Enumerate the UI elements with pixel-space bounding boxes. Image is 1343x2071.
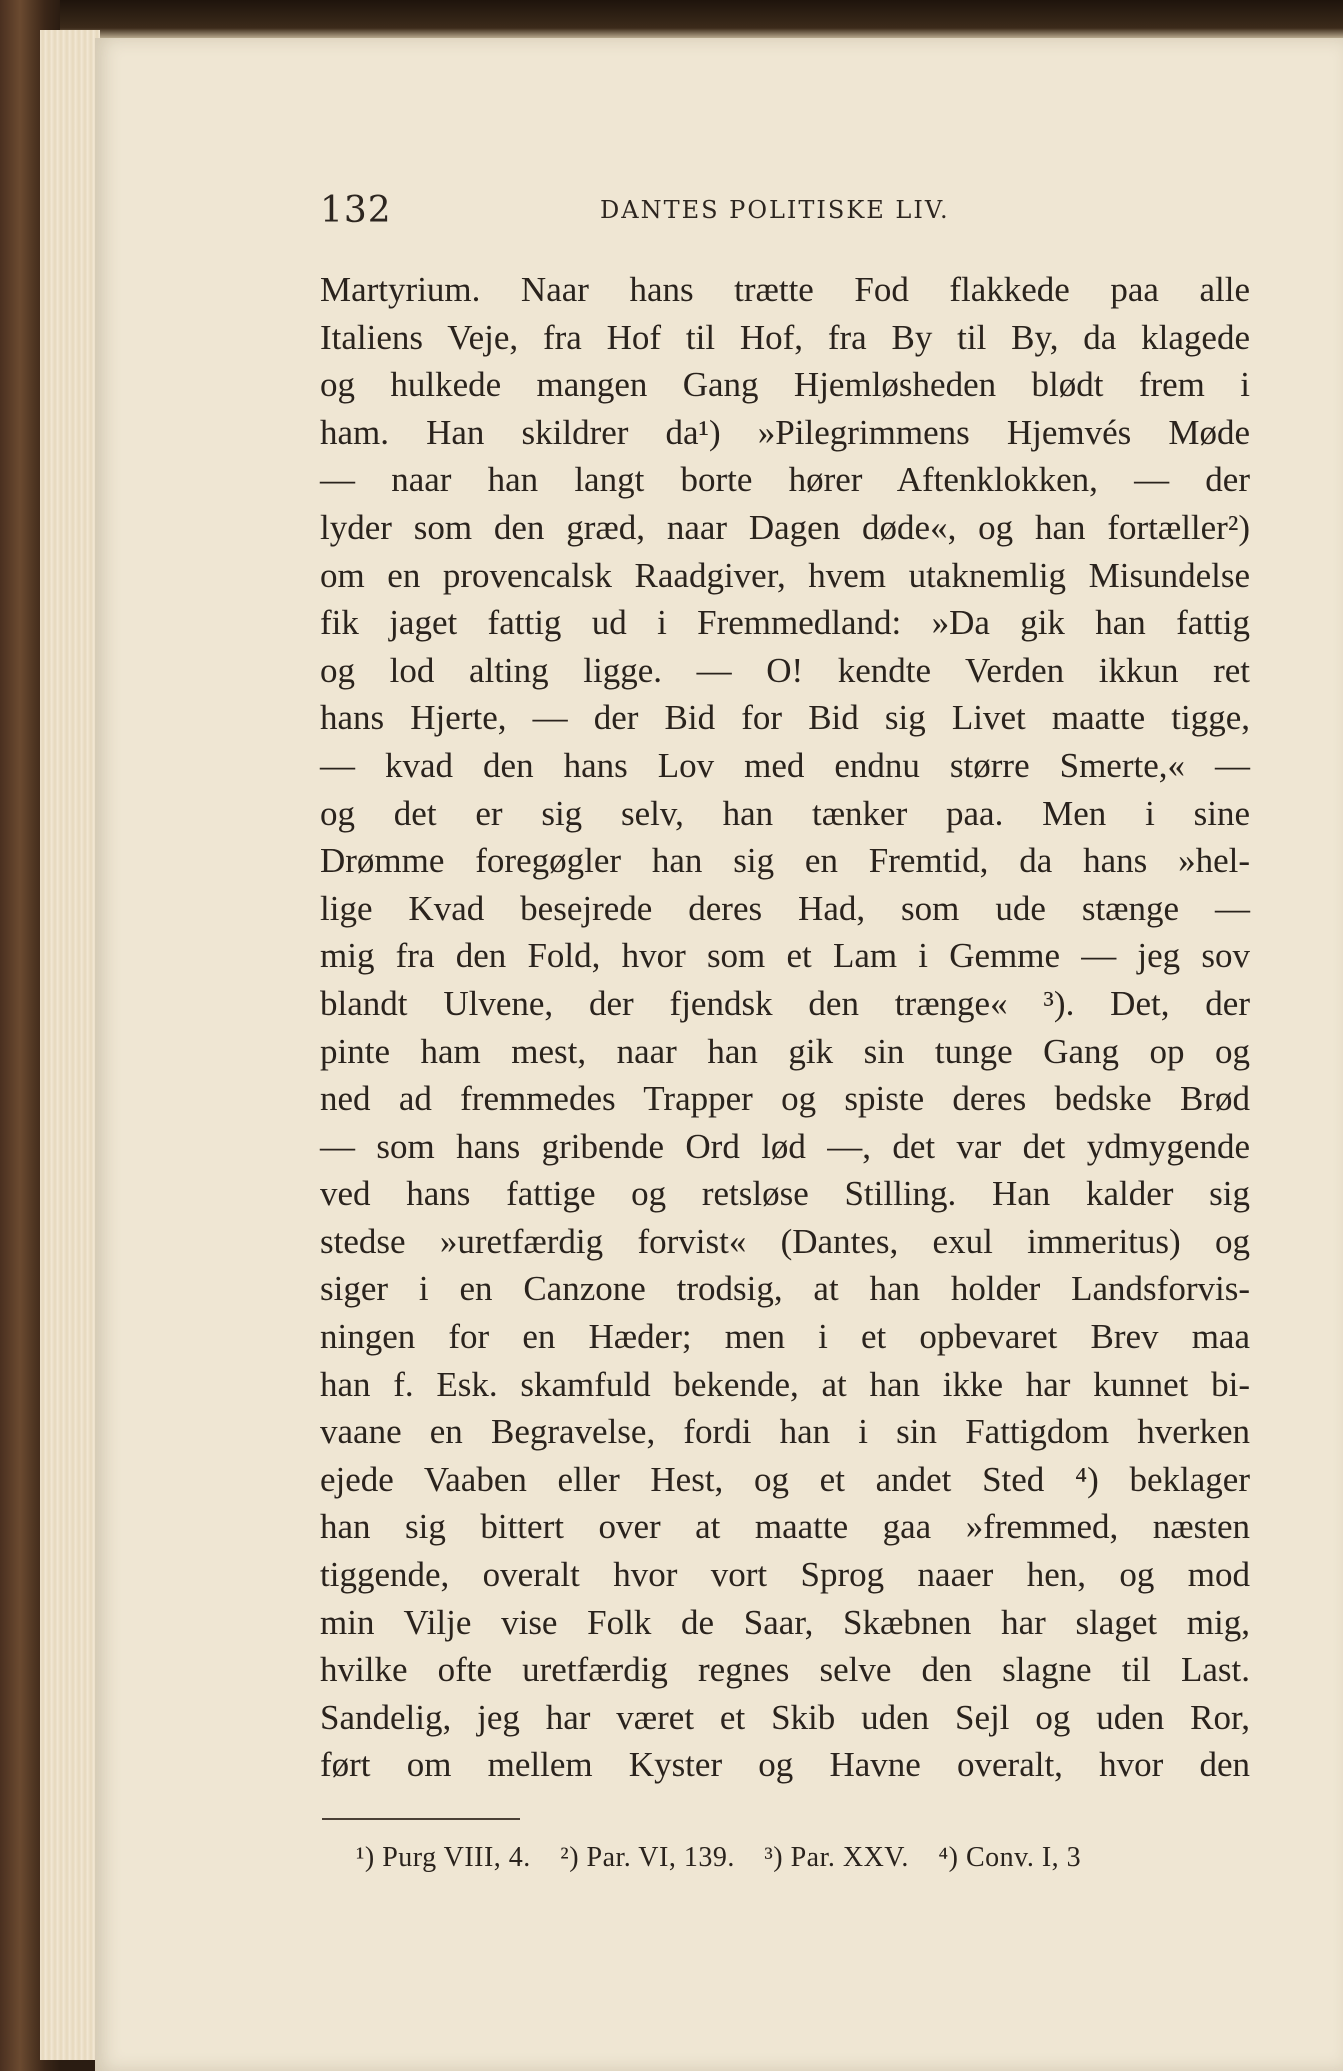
text-line: — kvad den hans Lov med endnu større Smerte,« — [320, 745, 1250, 785]
text-line: — naar han langt borte hører Aftenklokken, — der [320, 460, 1250, 500]
book-top-edge [60, 0, 1343, 40]
text-line: — som hans gribende Ord lød —, det var det ydmygende [320, 1126, 1250, 1166]
text-line: om en provencalsk Raadgiver, hvem utaknemlig Misundelse [320, 555, 1250, 595]
text-line: vaane en Begravelse, fordi han i sin Fattigdom hverken [320, 1412, 1250, 1452]
footnote-3: ³) Par. XXV. [764, 1842, 909, 1873]
text-line: mig fra den Fold, hvor som et Lam i Gemme — jeg sov [320, 936, 1250, 976]
text-line: lyder som den græd, naar Dagen døde«, og han fortæller²) [320, 507, 1250, 547]
text-line: ned ad fremmedes Trapper og spiste deres bedske Brød [320, 1079, 1250, 1119]
text-line: Martyrium. Naar hans trætte Fod flakkede paa alle [320, 270, 1250, 309]
footnotes [356, 1842, 1256, 1874]
text-line: hans Hjerte, — der Bid for Bid sig Livet maatte tigge, [320, 698, 1250, 738]
text-line: ham. Han skildrer da¹) »Pilegrimmens Hjemvés Møde [320, 412, 1250, 452]
text-line: ført om mellem Kyster og Havne overalt, hvor den [320, 1745, 1250, 1785]
text-line: blandt Ulvene, der fjendsk den trænge« ³). Det, der [320, 983, 1250, 1023]
text-line: Italiens Veje, fra Hof til Hof, fra By til By, da klagede [320, 317, 1250, 357]
text-line: fik jaget fattig ud i Fremmedland: »Da gik han fattig [320, 603, 1250, 643]
text-line: Drømme foregøgler han sig en Fremtid, da hans »hel- [320, 841, 1250, 881]
text-line: han sig bittert over at maatte gaa »fremmed, næsten [320, 1507, 1250, 1547]
text-line: han f. Esk. skamfuld bekende, at han ikke har kunnet bi- [320, 1364, 1250, 1404]
running-head: DANTES POLITISKE LIV. [600, 196, 950, 224]
page-header [320, 190, 1250, 240]
text-line: ved hans fattige og retsløse Stilling. Han kalder sig [320, 1174, 1250, 1214]
text-line: pinte ham mest, naar han gik sin tunge Gang op og [320, 1031, 1250, 1071]
text-line: ejede Vaaben eller Hest, og et andet Sted ⁴) beklager [320, 1459, 1250, 1499]
page-number: 132 [320, 190, 392, 231]
text-line: Sandelig, jeg har været et Skib uden Sejl og uden Ror, [320, 1697, 1250, 1737]
text-line: hvilke ofte uretfærdig regnes selve den slagne til Last. [320, 1650, 1250, 1690]
footnote-divider [322, 1818, 520, 1820]
text-line: stedse »uretfærdig forvist« (Dantes, exul immeritus) og [320, 1221, 1250, 1261]
text-line: min Vilje vise Folk de Saar, Skæbnen har slaget mig, [320, 1602, 1250, 1642]
text-line: siger i en Canzone trodsig, at han holder Landsforvis- [320, 1269, 1250, 1309]
text-line: og hulkede mangen Gang Hjemløsheden blødt frem i [320, 365, 1250, 405]
footnote-1: ¹) Purg VIII, 4. [356, 1842, 531, 1873]
text-line: ningen for en Hæder; men i et opbevaret Brev maa [320, 1317, 1250, 1357]
footnote-2: ²) Par. VI, 139. [560, 1842, 735, 1873]
text-line: og det er sig selv, han tænker paa. Men i sine [320, 793, 1250, 833]
body-text [320, 266, 1250, 1789]
text-line: lige Kvad besejrede deres Had, som ude stænge — [320, 888, 1250, 928]
text-line: tiggende, overalt hvor vort Sprog naaer hen, og mod [320, 1555, 1250, 1595]
page-stack-edge [40, 30, 100, 2060]
footnote-4: ⁴) Conv. I, 3 [938, 1842, 1082, 1873]
text-line: og lod alting ligge. — O! kendte Verden ikkun ret [320, 650, 1250, 690]
